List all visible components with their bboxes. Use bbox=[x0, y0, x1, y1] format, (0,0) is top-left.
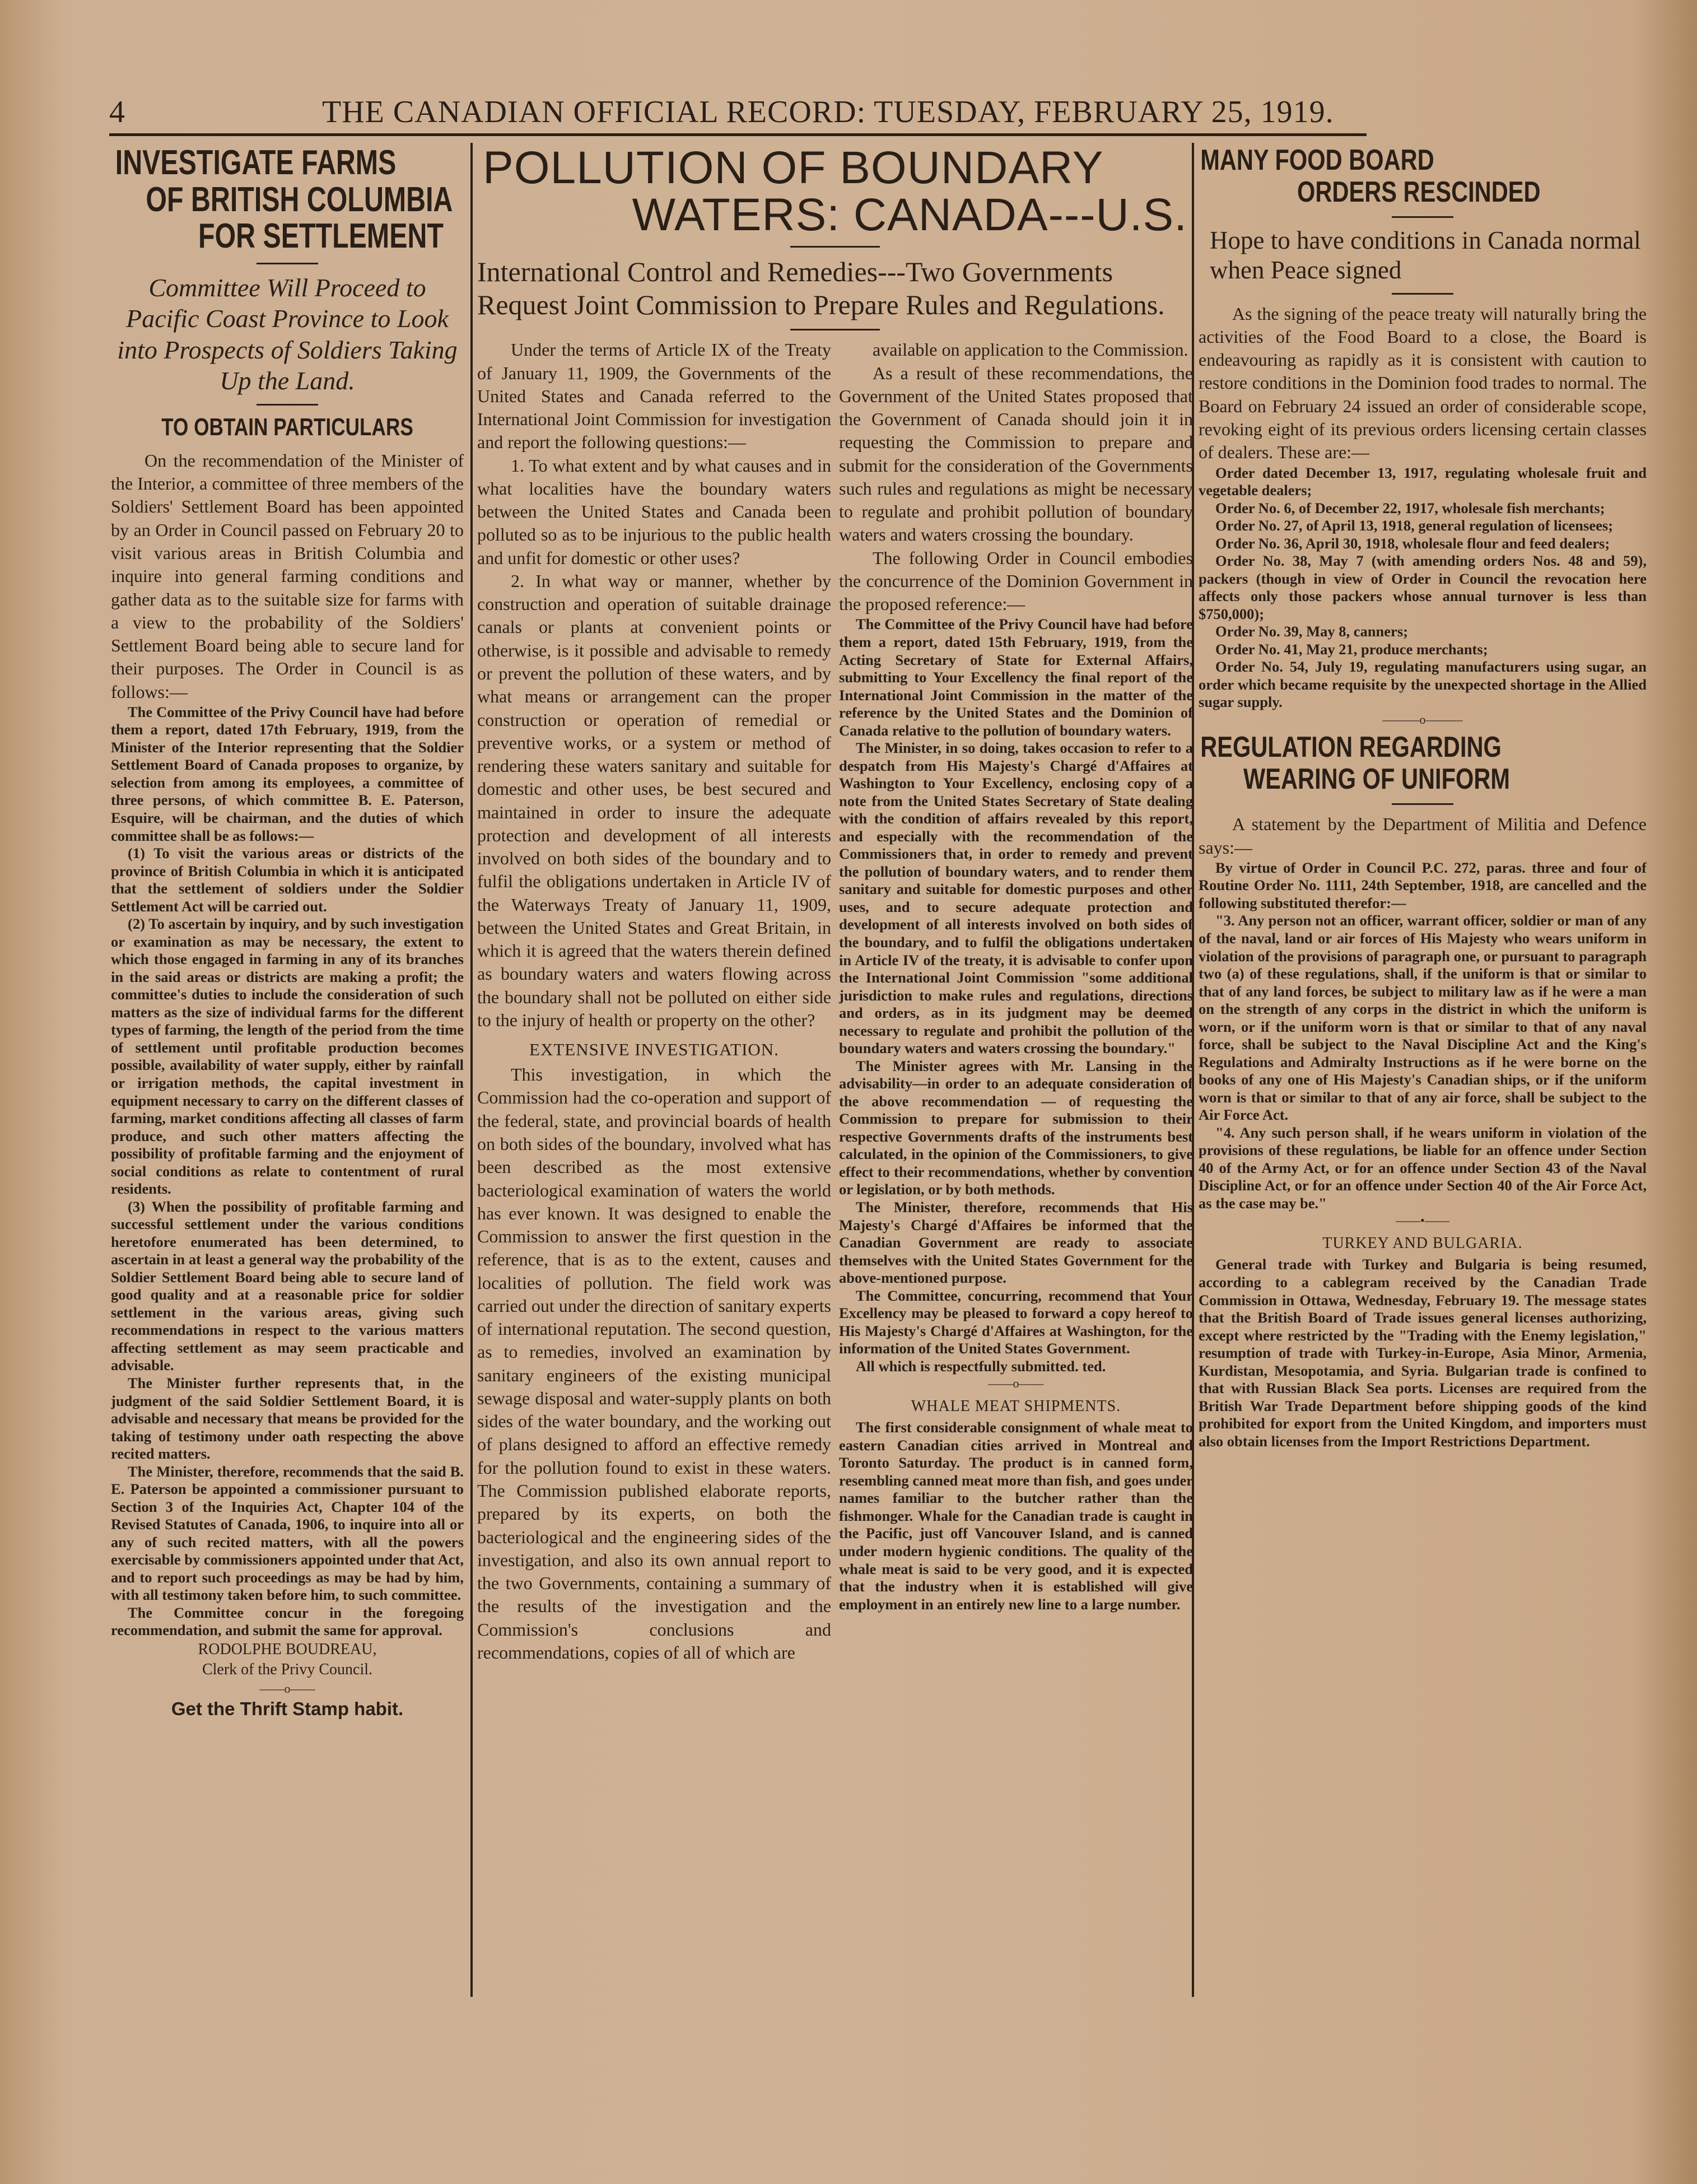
whale-paragraph: The first considerable consignment of whale meat to eastern Canadian cities arrived in Montreal and Toronto Saturday. The product is in canned form, resembling canned meat more than fish, and goes under names familiar to the butcher rather than the fishmonger. Whale for the Canadian trade is caught in the Pacific, just off Vancouver Island, and is canned under modern hygienic conditions. The quality of the whale meat is said to be very good, and it is expected that the industry when it is established will give employment in an entirely new line to a large number. bbox=[839, 1419, 1193, 1613]
article-paragraph: available on application to the Commission. bbox=[873, 339, 1188, 360]
order-item: Order No. 36, April 30, 1918, wholesale flour and feed dealers; bbox=[1215, 534, 1610, 552]
order-paragraph: The Minister, in so doing, takes occasion to refer to a despatch from His Majesty's Chargé d'Affaires at Washington to Your Excellency, enclosing copy of a note from the United States Secretary of State dealing with the condition of affairs revealed by this report, and especially with the recommendation of the Commissioners that, in order to remedy and prevent the pollution of boundary waters, and to render them sanitary and suitable for domestic purposes and other uses, and to secure adequate protection and development of all interests involved on both sides of the boundary, and to fulfil the obligations undertaken in Article IV of the treaty, it is advisable to confer upon the International Joint Commission "some additional jurisdiction to make rules and regulations, directions and orders, as in its judgment may be deemed necessary to regulate and prohibit the pollution of the boundary waters and waters crossing the boundary." bbox=[839, 739, 1193, 1057]
article-food-board bbox=[1199, 145, 1647, 2010]
column-rule-1 bbox=[470, 143, 473, 1997]
masthead bbox=[109, 94, 1364, 133]
article-column-right bbox=[839, 338, 1193, 1664]
subheading: TO OBTAIN PARTICULARS bbox=[161, 413, 413, 441]
uniform-paragraph: "4. Any such person shall, if he wears uniform in violation of the provisions of these regulations, be liable for an offence under Section 40 of the Army Act, or for an offence under Section 43 of the Naval Discipline Act, or for an offence under Section 40 of the Air Force Act, as the case may be." bbox=[1199, 1124, 1647, 1212]
divider bbox=[1392, 803, 1453, 805]
divider bbox=[790, 246, 880, 248]
headline-line-1: MANY FOOD BOARD bbox=[1200, 145, 1434, 176]
article-columns bbox=[477, 338, 1193, 1664]
article-paragraph: A statement by the Department of Militia and Defence says:— bbox=[1199, 814, 1647, 858]
headline-line-2: WATERS: CANADA---U.S. bbox=[632, 189, 1187, 240]
article-paragraph: Under the terms of Article IX of the Treaty of January 11, 1909, the Governments of the United States and Canada referred to the International Joint Commission for investigation and report the following questions:— bbox=[477, 339, 831, 453]
order-paragraph: All which is respectfully submitted. ted. bbox=[856, 1357, 1106, 1375]
ornament-divider: ——o—— bbox=[259, 1681, 315, 1696]
article-paragraph: As a result of these recommendations, the Government of the United States proposed that the Government of Canada should join it in requesting the Commission to prepare and submit for the consideration of the Governments such rules and regulations as might be necessary to regulate and prohibit pollution of boundary waters and waters crossing the boundary. bbox=[839, 362, 1193, 545]
article-paragraph: As the signing of the peace treaty will naturally bring the activities of the Food Board to a close, the Board is endeavouring as rapidly as it is consistent with caution to restore conditions in the Dominion food trades to normal. The Board on February 24 issued an order of considerable scope, revoking eight of its previous orders licensing certain classes of dealers. These are:— bbox=[1199, 303, 1647, 463]
masthead-rule bbox=[109, 133, 1367, 136]
order-paragraph: (3) When the possibility of profitable farming and successful settlement under the various conditions heretofore enumerated has been determined, to ascertain in at least a general way the probability of the Soldier Settlement Board being able to secure land of good quality and at a reasonable price for soldier settlement in the various areas, giving such recommendations in respect to the various matters affecting settlement as may seem practicable and advisable. bbox=[111, 1198, 464, 1374]
order-paragraph: (2) To ascertain by inquiry, and by such investigation or examination as may be necessary, the extent to which those engaged in farming in any of its branches in the said areas or districts are making a profit; the committee's duties to include the consideration of such matters as the size of individual farms for the different types of farming, the length of the period from the time of settlement until profitable production becomes possible, availability of water supply, either by rainfall or irrigation methods, the capital investment in equipment necessary to carry on the different classes of farming, market conditions affecting all classes of farm produce, and such other matters affecting the possibility of profitable farming and the enjoyment of social conditions as relate to contentment of rural residents. bbox=[111, 915, 464, 1198]
article-british-columbia bbox=[111, 145, 464, 1993]
order-paragraph: The Minister further represents that, in the judgment of the said Soldier Settlement Board, it is advisable and necessary that means be provided for the taking of testimony under oath respecting the above recited matters. bbox=[111, 1375, 464, 1463]
order-paragraph: The Minister, therefore, recommends that His Majesty's Chargé d'Affaires be informed that the Canadian Government are ready to associate themselves with the United States Government for the above-mentioned purpose. bbox=[839, 1198, 1193, 1287]
headline-line-2: ORDERS RESCINDED bbox=[1297, 176, 1541, 209]
divider bbox=[257, 404, 318, 406]
article-paragraph: 2. In what way or manner, whether by construction and operation of suitable drainage canals or plants at convenient points or otherwise, is it possible and advisable to remedy or prevent the pollution of these waters, and by what means or arrangement can the proper construction or operation of remedial or preventive works, or a system or method of rendering these waters sanitary and suitable for domestic and other uses, be best secured and maintained in order to insure the adequate protection and development of all interests involved on both sides of the boundary and to fulfil the obligations undertaken in Article IV of the Waterways Treaty of January 11, 1909, between the United States and Great Britain, in which it is agreed that the waters therein defined as boundary waters and waters flowing across the boundary shall not be polluted on either side to the injury of health or property on the other? bbox=[477, 570, 831, 1030]
order-item: Order No. 41, May 21, produce merchants; bbox=[1215, 640, 1488, 658]
order-paragraph: The Minister, therefore, recommends that the said B. E. Paterson be appointed a commissioner pursuant to Section 3 of the Inquiries Act, Chapter 104 of the Revised Statutes of Canada, 1906, to inquire into all or any of such recited matters, with all the powers exercisable by commissioners appointed under that Act, and to report such proceedings as may be had by him, with all testimony taken before him, to such committee. bbox=[111, 1463, 464, 1604]
article-paragraph: The following Order in Council embodies the concurrence of the Dominion Government in the proposed reference:— bbox=[839, 547, 1193, 614]
divider bbox=[257, 263, 318, 264]
ornament-divider: ——•—— bbox=[1396, 1213, 1449, 1228]
order-paragraph: The Minister agrees with Mr. Lansing in the advisability—in order to an adequate consideration of the above recommendation — of requesting the Commission to prepare for submission to their respective Governments drafts of the instruments best calculated, in the opinion of the Commissioners, to give effect to their recommendations, whether by convention or legislation, or by both methods. bbox=[839, 1057, 1193, 1198]
uniform-paragraph: "3. Any person not an officer, warrant officer, soldier or man of any of the naval, land or air forces of His Majesty who wears uniform in violation of the provisions of paragraph one, or pursuant to paragraph two (a) of these regulations, shall, if the uniform is that or similar to that of any land forces, be subject to military law as if he were a man on the strength of any corps in the district in which the uniform is worn, or if the uniform worn is that or similar to that of any naval force, shall be subject to the Naval Discipline Act and the King's Regulations and Admiralty Instructions as if he were borne on the books of any one of His Majesty's Canadian ships, or if the uniform worn is that or similar to that of any air force, shall be subject to the Air Force Act. bbox=[1199, 912, 1647, 1124]
order-item: Order No. 39, May 8, canners; bbox=[1215, 623, 1408, 640]
order-item: Order No. 27, of April 13, 1918, general regulation of licensees; bbox=[1215, 517, 1614, 534]
masthead-title: THE CANADIAN OFFICIAL RECORD: TUESDAY, FEBRUARY 25, 1919. bbox=[322, 95, 1334, 129]
turkey-heading: TURKEY AND BULGARIA. bbox=[1322, 1235, 1523, 1252]
divider bbox=[790, 329, 880, 330]
ornament-divider: ——o—— bbox=[988, 1376, 1044, 1391]
order-item: Order dated December 13, 1917, regulating wholesale fruit and vegetable dealers; bbox=[1199, 464, 1647, 499]
order-item: Order No. 6, of December 22, 1917, wholesale fish merchants; bbox=[1215, 499, 1605, 516]
thrift-stamp-slogan: Get the Thrift Stamp habit. bbox=[171, 1698, 404, 1719]
article-deck: Committee Will Proceed to Pacific Coast Province to Look into Prospects of Soldiers Taking Up the Land. bbox=[117, 273, 458, 395]
headline-line-3: FOR SETTLEMENT bbox=[198, 217, 444, 256]
divider bbox=[1392, 216, 1453, 218]
headline-line-1: POLLUTION OF BOUNDARY bbox=[483, 145, 1104, 193]
divider bbox=[1392, 293, 1453, 295]
article-paragraph: This investigation, in which the Commission had the co-operation and support of the federal, state, and provincial boards of health on both sides of the boundary, involved what has been described as the most extensive bacteriological examination of waters the world has ever known. It was designed to enable the Commission to answer the first question in the reference, that is as to the extent, causes and localities of pollution. The field work was carried out under the direction of sanitary experts of international reputation. The second question, as to remedies, involved an examination by sanitary engineers of the existing municipal sewage disposal and water-supply plants on both sides of the water boundary, and the working out of plans designed to afford an effective remedy for the pollution found to exist in these waters. The Commission published elaborate reports, prepared by its experts, on both the bacteriological and the engineering sides of the investigation, and also its own annual report to the two Governments, containing a summary of the results of the investigation and the Commission's conclusions and recommendations, copies of all of which are bbox=[477, 1064, 831, 1663]
subheading: EXTENSIVE INVESTIGATION. bbox=[529, 1040, 779, 1060]
article-paragraph: On the recommendation of the Minister of the Interior, a committee of three members of the Soldiers' Settlement Board has been appointed by an Order in Council passed on February 20 to visit various areas in British Columbia and inquire into general farming conditions and gather data as to the suitable size for farms with a view to the probability of the Soldiers' Settlement Board being able to secure land for their purposes. The Order in Council is as follows:— bbox=[111, 450, 464, 702]
page-number: 4 bbox=[109, 95, 125, 129]
order-item: Order No. 54, July 19, regulating manufacturers using sugar, an order which became requisite by the unexpected shortage in the Allied sugar supply. bbox=[1199, 658, 1647, 711]
headline2-line-2: WEARING OF UNIFORM bbox=[1243, 763, 1510, 796]
uniform-paragraph: By virtue of Order in Council P.C. 272, paras. three and four of Routine Order No. 1111, 24th September, 1918, are cancelled and the following substituted therefor:— bbox=[1199, 859, 1647, 911]
article-deck: International Control and Remedies---Two Governments Request Joint Commission to Prepare Rules and Regulations. bbox=[477, 256, 1165, 320]
order-paragraph: The Committee, concurring, recommend that Your Excellency may be pleased to forward a copy hereof to His Majesty's Chargé d'Affaires at Washington, for the information of the United States Government. bbox=[839, 1287, 1193, 1357]
headline-line-1: INVESTIGATE FARMS bbox=[115, 145, 397, 182]
article-column-left bbox=[477, 338, 831, 1664]
article-boundary-waters bbox=[477, 145, 1193, 2010]
whale-heading: WHALE MEAT SHIPMENTS. bbox=[911, 1398, 1121, 1415]
order-item: Order No. 38, May 7 (with amending orders Nos. 48 and 59), packers (though in view of Order in Council the revocation here affects only those packers whose annual turnover is less than $750,000); bbox=[1199, 552, 1647, 622]
ornament-divider: ———o——— bbox=[1382, 712, 1463, 727]
order-paragraph: The Committee of the Privy Council have had before them a report, dated 15th February, 1919, from the Acting Secretary of State for External Affairs, submitting to Your Excellency the final report of the International Joint Commission in the matter of the reference by the United States and the Dominion of Canada relative to the pollution of boundary waters. bbox=[839, 616, 1193, 739]
headline-line-2: OF BRITISH COLUMBIA bbox=[146, 180, 453, 219]
order-paragraph: The Committee concur in the foregoing recommendation, and submit the same for approval. bbox=[111, 1604, 464, 1639]
order-paragraph: (1) To visit the various areas or districts of the province of British Columbia in which it is anticipated that the settlement of soldiers under the Soldier Settlement Act will be carried out. bbox=[111, 845, 464, 915]
signature-name: RODOLPHE BOUDREAU, bbox=[198, 1640, 377, 1658]
order-paragraph: The Committee of the Privy Council have had before them a report, dated 17th February, 1919, from the Minister of the Interior representing that the Soldier Settlement Board of Canada proposes to organize, by selection from among its employees, a committee of three persons, of which committee B. E. Paterson, Esquire, will be chairman, and the duties of which committee shall be as follows:— bbox=[111, 703, 464, 844]
turkey-paragraph: General trade with Turkey and Bulgaria is being resumed, according to a cablegram received by the Canadian Trade Commission in Ottawa, Wednesday, February 19. The message states that the British Board of Trade issues general licenses authorizing, except where restricted by the "Trading with the Enemy legislation," resumption of trade with Turkey-in-Europe, Asia Minor, Armenia, Kurdistan, Mesopotamia, and Syria. Bulgarian trade is confined to that with Russian Black Sea ports. Licenses are required from the British War Trade Department before shipping goods of the kind prohibited for export from the United Kingdom, and importers must also obtain licenses from the Import Restrictions Department. bbox=[1199, 1256, 1647, 1450]
headline2-line-1: REGULATION REGARDING bbox=[1200, 730, 1502, 763]
article-deck: Hope to have conditions in Canada normal when Peace signed bbox=[1210, 226, 1641, 285]
article-paragraph: 1. To what extent and by what causes and in what localities have the boundary waters between the United States and Canada been polluted so as to be injurious to the public health and unfit for domestic or other uses? bbox=[477, 455, 831, 568]
signature-title: Clerk of the Privy Council. bbox=[202, 1661, 373, 1679]
